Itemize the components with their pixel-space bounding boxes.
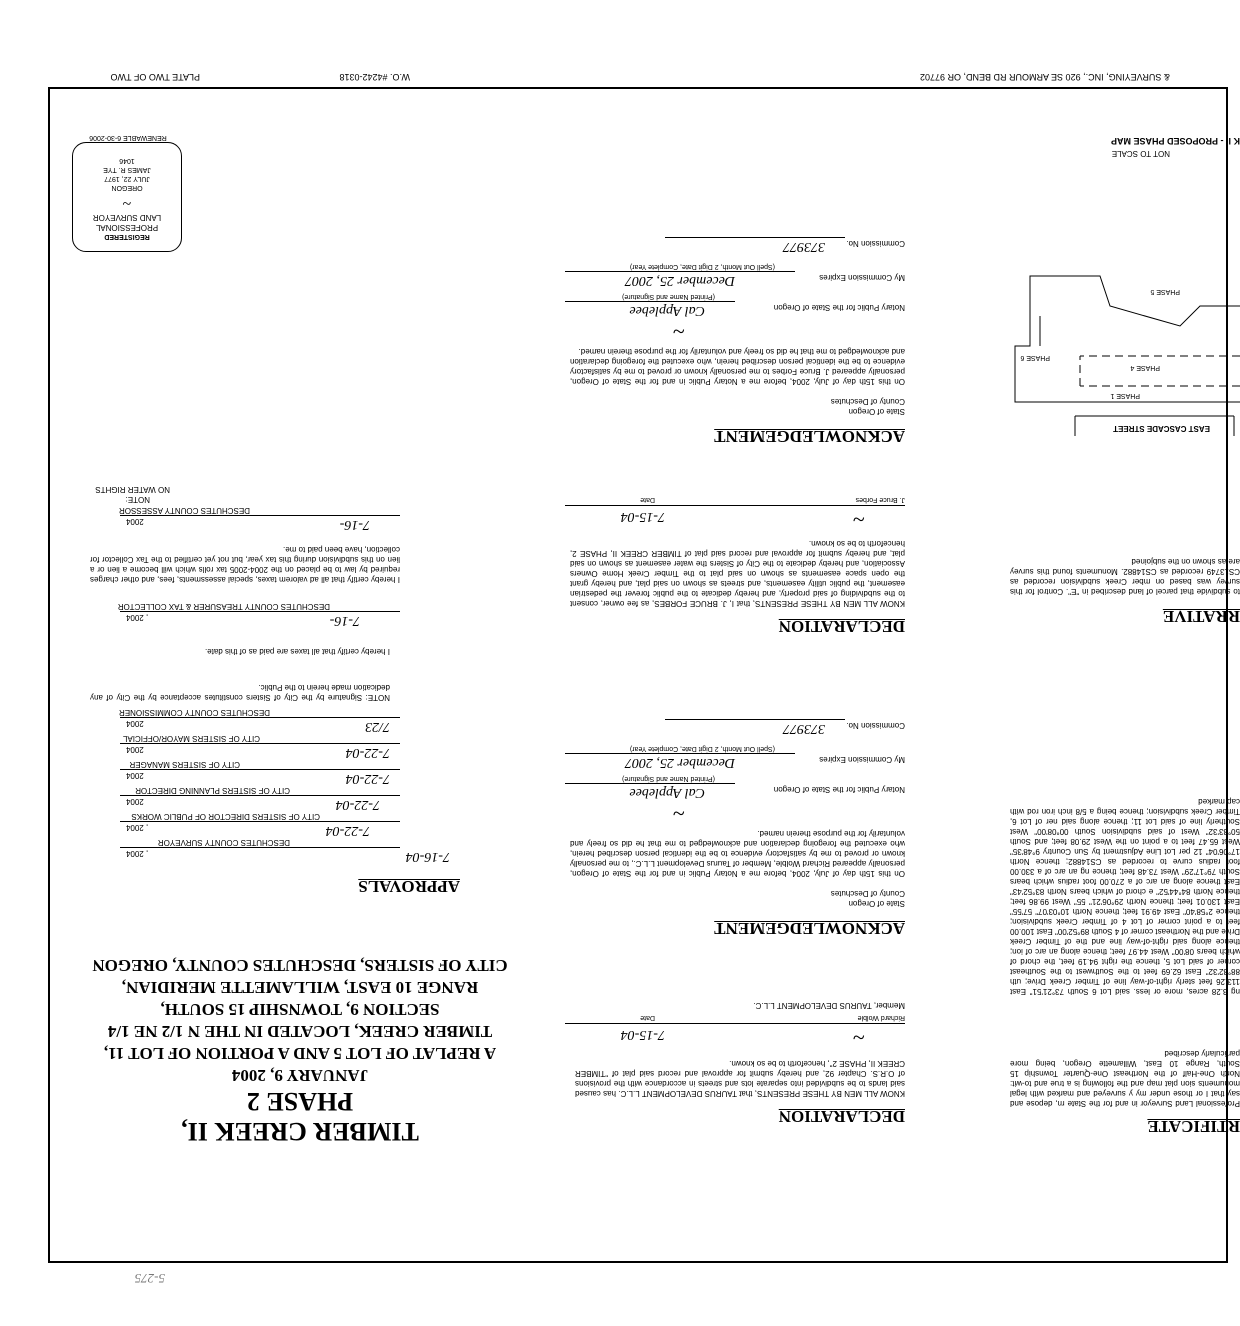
declaration-member: Member, TAURUS DEVELOPMENT L.L.C. xyxy=(753,1001,905,1010)
notary-label: Notary Public for the State of Oregon xyxy=(773,785,905,794)
notary-signature: ~ xyxy=(673,319,685,344)
declaration-date-label: Date xyxy=(640,1014,655,1021)
expires-label: My Commission Expires xyxy=(819,755,905,764)
approvals-note: NOTE: Signature by the City of Sisters constitutes acceptance by the City of any dedication made herein to the Public. xyxy=(90,683,390,702)
assess-date: 7-16- xyxy=(339,517,370,532)
approval-year: 2004 xyxy=(126,771,144,780)
expires-value: December 25, 2007 xyxy=(624,273,735,288)
approval-year: 2004 xyxy=(126,719,144,728)
declaration-text: KNOW ALL MEN BY THESE PRESENTS, that TAURUS DEVELOPMENT L.L.C. has caused said lands to be subdivided into separate lots and streets in accordance with the provisions of O.R.S. Chapter 92, and hereby submit for approval and record said plat of "TIMBER CREEK II, PHASE 2", henceforth to be so known. xyxy=(575,1059,905,1098)
approval-row xyxy=(80,708,460,734)
seal-line: REGISTERED xyxy=(104,233,150,240)
commission-value: 373977 xyxy=(783,721,825,736)
commission-label: Commission No. xyxy=(846,721,905,730)
water-note-text: NO WATER RIGHTS xyxy=(95,485,170,494)
declaration-forbes xyxy=(555,492,905,636)
approval-year: , 2004 xyxy=(126,849,149,858)
notary-signature: ~ xyxy=(673,801,685,826)
assess-label: DESCHUTES COUNTY ASSESSOR xyxy=(119,506,250,515)
declaration-text: KNOW ALL MEN BY THESE PRESENTS, that I, J. BRUCE FORBES, as fee owner, consent to the subdividing of said property, and hereby dedicate to the public forever the pedestrian easement, the public utility easements, and streets as shown on said plat, and hereby grant the open space easements as shown on said plat to the Timber Creek Home Owners Association, and hereby dedicate to the City of Sisters the water easement as shown on said plat, and hereby submit for approval and record said plat of TIMBER CREEK II, PHASE 2, henceforth to be so known. xyxy=(570,539,905,608)
ack-heading: ACKNOWLEDGEMENT xyxy=(714,427,905,446)
surveyor-seal xyxy=(72,142,182,252)
seal-line: OREGON xyxy=(111,184,143,191)
map-phase-1: PHASE 1 xyxy=(1110,392,1140,399)
declaration-signature-row xyxy=(555,492,905,532)
title-line-5: TIMBER CREEK, LOCATED IN THE N 1/2 NE 1/4 xyxy=(107,1022,493,1041)
narrative xyxy=(1000,556,1240,626)
commission-value: 373977 xyxy=(783,239,825,254)
assess-year: 2004 xyxy=(126,517,144,526)
title-block xyxy=(90,954,510,1146)
assessor-row xyxy=(80,504,460,534)
approval-row xyxy=(80,734,460,760)
approval-row xyxy=(80,812,460,838)
notary-label: Notary Public for the State of Oregon xyxy=(773,303,905,312)
declaration-signature-row xyxy=(555,1010,905,1050)
declaration-signer: Richard Wolble xyxy=(857,1014,905,1021)
map-phase-5: PHASE 5 xyxy=(1150,288,1180,295)
signature-wolble: ~ xyxy=(853,1025,865,1050)
approval-date: 7-22-04 xyxy=(345,745,390,760)
ack-county: County of Deschutes xyxy=(830,889,905,898)
phase-map xyxy=(1000,116,1240,446)
tax-date: 7-16- xyxy=(329,613,360,628)
declaration-date: 7-15-04 xyxy=(620,509,665,524)
footer-wo: W.O. #4242-0318 xyxy=(339,72,410,82)
approval-label: DESCHUTES COUNTY SURVEYOR xyxy=(157,838,290,847)
approval-label: CITY OF SISTERS DIRECTOR OF PUBLIC WORKS xyxy=(131,812,320,821)
notary-printed-name: Cal Applebee xyxy=(629,785,705,800)
expires-row xyxy=(555,740,905,770)
declaration-heading: DECLARATION xyxy=(778,1107,905,1126)
approval-date: 7-16-04 xyxy=(405,849,450,864)
map-title: K II - PROPOSED PHASE MAP xyxy=(1110,136,1240,146)
commission-label: Commission No. xyxy=(846,239,905,248)
signature-forbes: ~ xyxy=(853,507,865,532)
expires-value: December 25, 2007 xyxy=(624,755,735,770)
declaration-date: 7-15-04 xyxy=(620,1027,665,1042)
approval-date: 7-22-04 xyxy=(335,797,380,812)
commission-row xyxy=(555,712,905,736)
expires-label: My Commission Expires xyxy=(819,273,905,282)
ack-text: On this 15th day of July, 2004, before me a Notary Public in and for the State of Oregon, personally appeared Richard Wolble, Member of Taurus Development L.L.C., to me personally known or proved to me by satisfactory evidence to be the identical person described herein, who executed the foregoing declaration and acknowledged to me that he did so freely and voluntarily for the purpose therein named. xyxy=(570,829,905,878)
commission-row xyxy=(555,230,905,254)
approval-label: CITY OF SISTERS MAYOR/OFFICIAL xyxy=(122,734,260,743)
approval-label: DESCHUTES COUNTY COMMISSIONER xyxy=(119,708,270,717)
tax-year: , 2004 xyxy=(126,613,149,622)
declaration-signer: J. Bruce Forbes xyxy=(855,496,905,503)
approval-label: CITY OF SISTERS PLANNING DIRECTOR xyxy=(135,786,290,795)
narrative-text: to subdivide that parcel of land described in "E". Control for this survey was based on mber Creek subdivision recorded as CS13749 recorded as CS14882. Monuments found this survey are as shown on the subjoined xyxy=(1010,557,1240,596)
approval-row xyxy=(80,760,460,786)
expires-hint: (Spell Out Month, 2 Digit Date, Complete Year) xyxy=(629,263,775,270)
approvals-heading: APPROVALS xyxy=(358,877,460,896)
metes-and-bounds xyxy=(1008,796,1240,996)
approval-label: CITY OF SISTERS MANAGER xyxy=(129,760,240,769)
notary-printed-hint: (Printed Name and Signature) xyxy=(622,293,715,300)
approvals-section xyxy=(80,876,460,896)
title-line-7: RANGE 10 EAST, WILLAMETTE MERIDIAN, xyxy=(121,978,479,997)
title-line-6: SECTION 9, TOWNSHIP 15 SOUTH, xyxy=(160,1000,440,1019)
map-street-label: EAST CASCADE STREET xyxy=(1113,424,1210,433)
tax-label: DESCHUTES COUNTY TREASURER & TAX COLLECTOR xyxy=(117,602,330,611)
approval-row xyxy=(80,838,460,864)
surveyor-certificate xyxy=(1000,1048,1240,1136)
title-line-4: A REPLAT OF LOT 5 AND A PORTION OF LOT 11, xyxy=(103,1044,497,1063)
footer-plate: PLATE TWO OF TWO xyxy=(110,72,200,82)
seal-renewal: RENEWABLE 6-30-2006 xyxy=(89,134,167,141)
certificate-text: Professional Land Surveyor in and for the State rn, depose and say that I or those under my y surveyed and marked with legal monuments sion plat map and the following is a true and to-wit: North One-Half of the Northeast One-Quarter Township 15 South, Range 10 East, Willamette Oregon, being more particularly described xyxy=(1010,1049,1240,1108)
ack-county: County of Deschutes xyxy=(830,397,905,406)
approval-year: 2004 xyxy=(126,745,144,754)
certificate-heading: RTIFICATE xyxy=(1147,1117,1240,1136)
metes-text: ng 3.28 acres, more or less. said Lot 6 South 73°21'51" East 113.26 feet sterly right-of-way line of Timber Creek Drive; uth 88°32'32" East 62.69 feet to the Southwest to the Southeast corner of said Lot 5, thence the right 94.19 feet, the chord of which bears 08'00" West 44.97 feet; thence along an arc of ion; thence along said right-of-way line and the of Timber Creek Drive and the Northeast corner of 4 South 89°52'00" East 100.00 feet to a point corner of Lot 4 of Timber Creek subdivision; thence 2°58'40" East 49.91 feet; thence North 10°03'07" 57'55" East 130.01 feet; thence North 29°06'21" 55" West 99.86 feet; thence North 84°44'52" e chord of which bears North 83°52'43" East thence along an arc of a 270.00 foot radius which bears South 79°17'29" West 73.48 feet; thence ng an arc of a 330.00 foot radius curve to recorded as CS14882; thence North 17°06'04" 12 per Lot Line Adjustment by Sun Country 9°48'35" West 65.47 feet to a point on the West 29.08 feet; and South 50°33'32" West of said subdivision South 00°08'00" West Southerly line of said Lot 11; thence along said ner of Lot 6, Timber Creek subdivision; thence being a 5/8 inch iron rod with cap marked xyxy=(1010,797,1240,996)
acknowledgement-1 xyxy=(555,712,905,938)
declaration-taurus xyxy=(555,1000,905,1126)
expires-row xyxy=(555,258,905,288)
title-line-1: TIMBER CREEK II, xyxy=(181,1117,419,1146)
approval-row xyxy=(80,786,460,812)
assess-certify-text: I hereby certify that all ad valorem taxes, special assessments, fees, and other charges required by law to be placed on the 2004-2005 tax rolls which will become a lien or a lien on this subdivision during this tax year, but not yet certified to the Tax Collector for collection, have been paid to me. xyxy=(90,545,400,584)
seal-line: JULY 22, 1977 xyxy=(104,175,150,182)
tax-certify-text: I hereby certify that all taxes are paid as of this date. xyxy=(205,647,390,656)
ack-heading: ACKNOWLEDGEMENT xyxy=(714,919,905,938)
notary-printed-name: Cal Applebee xyxy=(629,303,705,318)
declaration-heading: DECLARATION xyxy=(778,617,905,636)
seal-line: 1046 xyxy=(119,157,135,164)
footer-firm: & SURVEYING, INC., 920 SE ARMOUR RD BEND, OR 97702 xyxy=(920,72,1170,82)
notary-row xyxy=(555,294,905,318)
acknowledgement-2 xyxy=(555,230,905,446)
title-line-2: PHASE 2 xyxy=(246,1087,354,1116)
seal-line: JAMES R. TYE xyxy=(103,166,151,173)
approval-year: , 2004 xyxy=(126,823,149,832)
tax-collector-row xyxy=(80,600,460,630)
title-line-8: CITY OF SISTERS, DESCHUTES COUNTY, OREGON xyxy=(92,956,508,975)
notary-row xyxy=(555,776,905,800)
seal-line: LAND SURVEYOR xyxy=(92,213,162,222)
water-note-label: NOTE: xyxy=(125,495,150,504)
approval-date: 7-22-04 xyxy=(345,771,390,786)
ack-state: State of Oregon xyxy=(848,899,905,908)
declaration-date-label: Date xyxy=(640,496,655,503)
approval-date: 7-22-04 xyxy=(325,823,370,838)
approval-date: 7/23 xyxy=(365,719,390,734)
map-scale: NOT TO SCALE xyxy=(1111,149,1170,158)
map-phase-6: PHASE 6 xyxy=(1020,354,1050,361)
ack-state: State of Oregon xyxy=(848,407,905,416)
ack-text: On this 15th day of July, 2004, before me a Notary Public in and for the State of Oregon, personally appeared J. Bruce Forbes to me personally known or proved to me by satisfactory evidence to be the identical person described herein, who executed the foregoing declaration and acknowledged to me that he did so freely and voluntarily for the purpose therein named. xyxy=(570,347,905,386)
notary-printed-hint: (Printed Name and Signature) xyxy=(622,775,715,782)
seal-line: PROFESSIONAL xyxy=(95,223,159,232)
map-phase-4: PHASE 4 xyxy=(1130,364,1160,371)
title-date: JANUARY 9, 2004 xyxy=(231,1066,369,1085)
approvals-rows xyxy=(80,484,460,864)
expires-hint: (Spell Out Month, 2 Digit Date, Complete Year) xyxy=(629,745,775,752)
surveyor-signature: ~ xyxy=(122,194,132,211)
margin-note: 5-275 xyxy=(134,1271,165,1286)
narrative-heading: RRATIVE xyxy=(1162,607,1240,626)
approval-year: 2004 xyxy=(126,797,144,806)
